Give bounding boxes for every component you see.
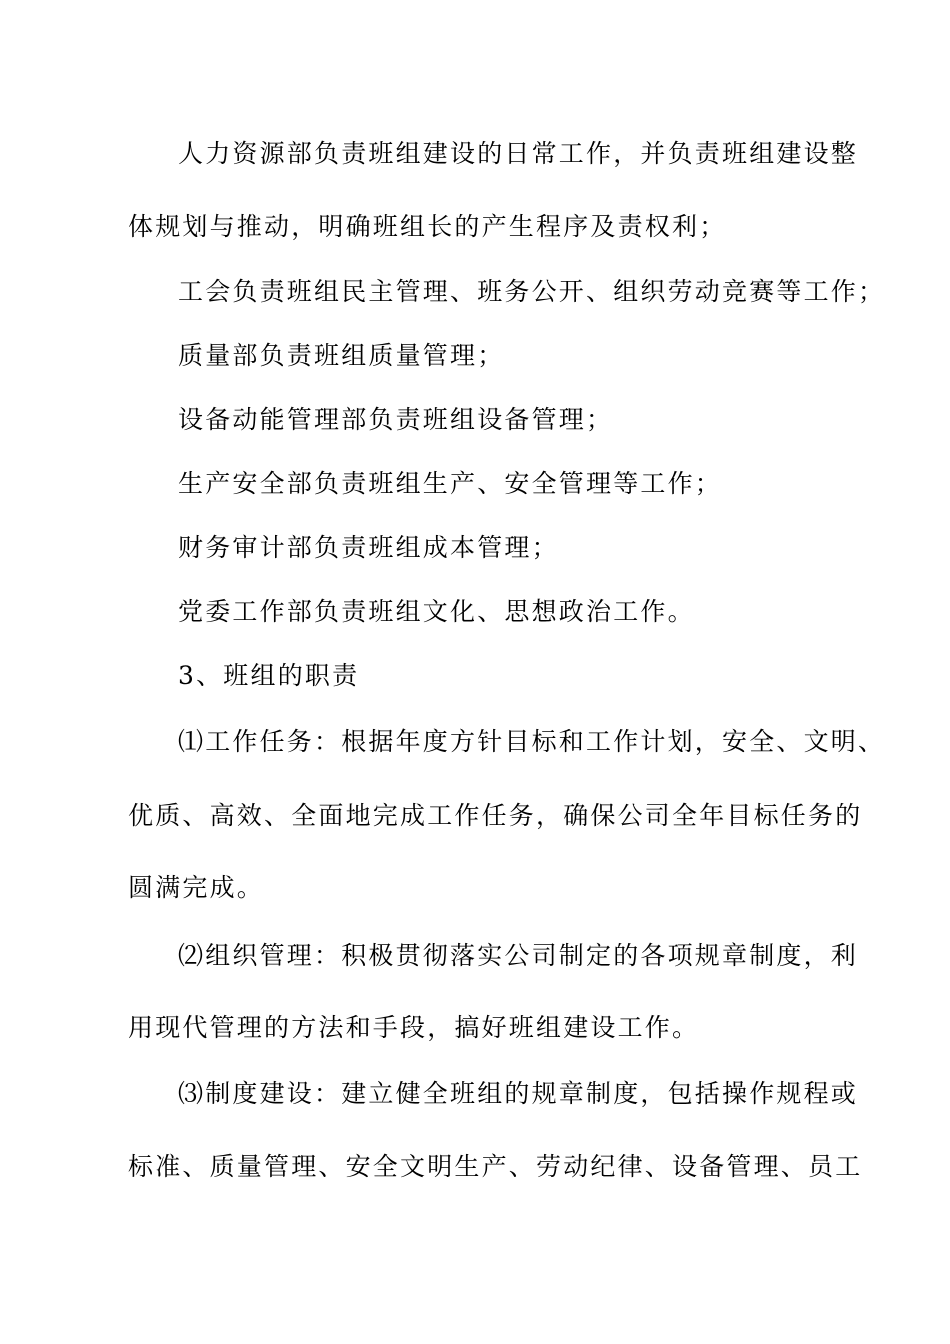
paragraph-line: 人力资源部负责班组建设的日常工作，并负责班组建设整: [178, 139, 859, 168]
paragraph-line: 体规划与推动，明确班组长的产生程序及责权利；: [128, 212, 727, 241]
paragraph-line: 生产安全部负责班组生产、安全管理等工作；: [178, 469, 723, 498]
paragraph-line: 设备动能管理部负责班组设备管理；: [178, 405, 614, 434]
paragraph-line: 工会负责班组民主管理、班务公开、组织劳动竞赛等工作；: [178, 277, 886, 306]
paragraph-line: 优质、高效、全面地完成工作任务，确保公司全年目标任务的: [128, 801, 863, 830]
paragraph-line: 党委工作部负责班组文化、思想政治工作。: [178, 597, 695, 626]
paragraph-line: 标准、质量管理、安全文明生产、劳动纪律、设备管理、员工: [128, 1152, 863, 1181]
paragraph-line: ⑵组织管理：积极贯彻落实公司制定的各项规章制度，利: [178, 941, 859, 970]
paragraph-line: 财务审计部负责班组成本管理；: [178, 533, 559, 562]
paragraph-line: 圆满完成。: [128, 873, 265, 902]
paragraph-line: 质量部负责班组质量管理；: [178, 341, 505, 370]
paragraph-line: 用现代管理的方法和手段，搞好班组建设工作。: [128, 1013, 700, 1042]
paragraph-line: ⑴工作任务：根据年度方针目标和工作计划，安全、文明、: [178, 727, 886, 756]
paragraph-line: ⑶制度建设：建立健全班组的规章制度，包括操作规程或: [178, 1079, 859, 1108]
section-heading: 3、班组的职责: [178, 661, 360, 690]
